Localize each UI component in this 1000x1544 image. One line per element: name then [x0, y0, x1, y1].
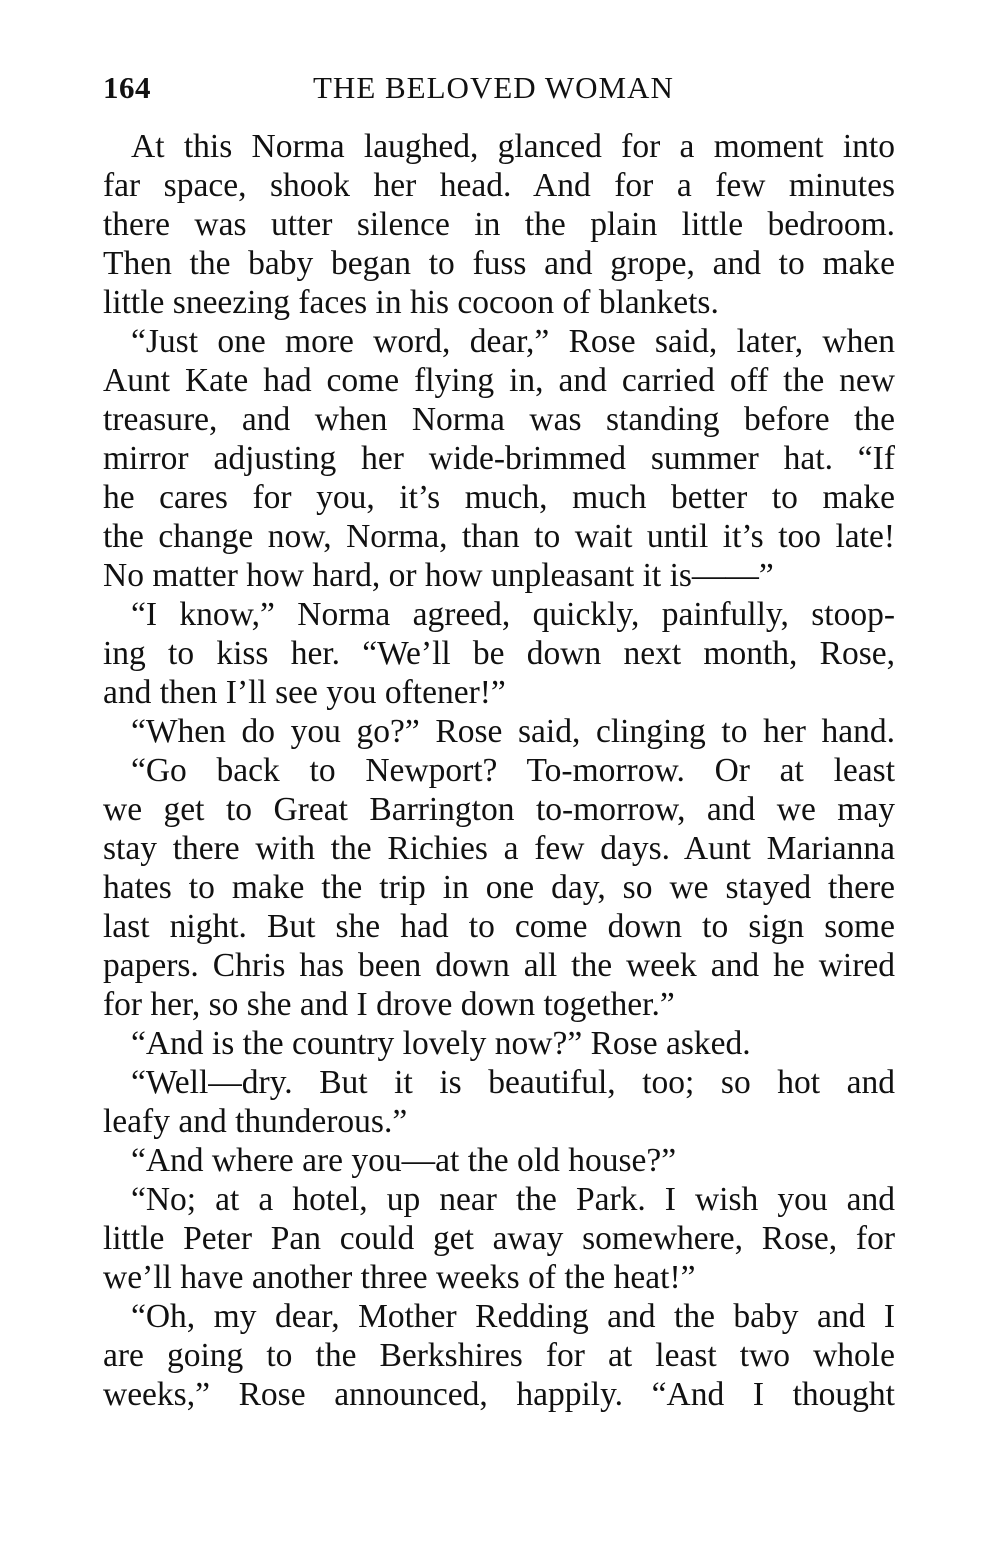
text-line: “Well—dry. But it is beautiful, too; so hot and — [131, 1064, 895, 1101]
text-line: papers. Chris has been down all the week and he wired — [103, 947, 895, 984]
text-line: “No; at a hotel, up near the Park. I wish you and — [131, 1181, 895, 1218]
text-line: weeks,” Rose announced, happily. “And I thought — [103, 1376, 895, 1413]
text-line: “When do you go?” Rose said, clinging to her hand. — [131, 713, 895, 750]
text-line: we get to Great Barrington to-morrow, and we may — [103, 791, 895, 828]
running-title: THE BELOVED WOMAN — [313, 70, 674, 105]
text-line: we’ll have another three weeks of the heat!” — [103, 1259, 696, 1296]
text-line: and then I’ll see you oftener!” — [103, 674, 506, 711]
text-line: the change now, Norma, than to wait until it’s too late! — [103, 518, 895, 555]
text-line: treasure, and when Norma was standing before the — [103, 401, 895, 438]
text-line: little sneezing faces in his cocoon of blankets. — [103, 284, 719, 321]
text-line: “And where are you—at the old house?” — [131, 1142, 677, 1179]
text-line: Then the baby began to fuss and grope, and to make — [103, 245, 895, 282]
text-line: hates to make the trip in one day, so we stayed there — [103, 869, 895, 906]
text-line: “And is the country lovely now?” Rose asked. — [131, 1025, 751, 1062]
text-line: “Oh, my dear, Mother Redding and the baby and I — [131, 1298, 895, 1335]
page-number: 164 — [103, 70, 151, 105]
text-line: little Peter Pan could get away somewhere, Rose, for — [103, 1220, 895, 1257]
text-line: for her, so she and I drove down together.” — [103, 986, 675, 1023]
text-line: mirror adjusting her wide-brimmed summer hat. “If — [103, 440, 895, 477]
text-line: “Just one more word, dear,” Rose said, later, when — [131, 323, 895, 360]
page-header — [103, 70, 893, 110]
text-line: stay there with the Richies a few days. Aunt Marianna — [103, 830, 895, 867]
text-line: At this Norma laughed, glanced for a moment into — [131, 128, 895, 165]
text-line: last night. But she had to come down to sign some — [103, 908, 895, 945]
text-line: there was utter silence in the plain little bedroom. — [103, 206, 895, 243]
text-line: he cares for you, it’s much, much better to make — [103, 479, 895, 516]
text-line: far space, shook her head. And for a few minutes — [103, 167, 895, 204]
text-line: No matter how hard, or how unpleasant it is——” — [103, 557, 774, 594]
text-line: are going to the Berkshires for at least two whole — [103, 1337, 895, 1374]
text-line: Aunt Kate had come flying in, and carried off the new — [103, 362, 895, 399]
text-line: leafy and thunderous.” — [103, 1103, 408, 1140]
text-line: “I know,” Norma agreed, quickly, painfully, stoop- — [131, 596, 895, 633]
text-line: “Go back to Newport? To-morrow. Or at least — [131, 752, 895, 789]
text-line: ing to kiss her. “We’ll be down next month, Rose, — [103, 635, 895, 672]
body-text — [103, 127, 895, 1414]
